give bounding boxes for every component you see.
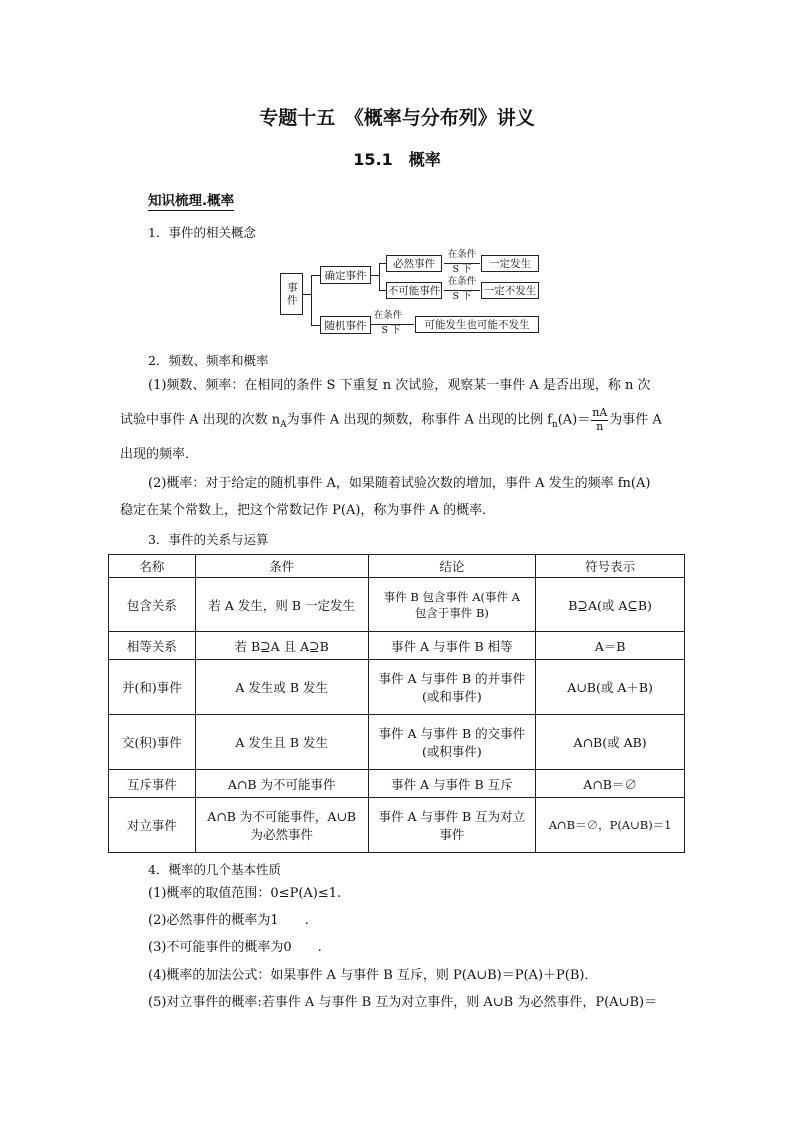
heading-2: 2．频数、频率和概率 (148, 353, 269, 368)
cell-condition: A 发生或 B 发生 (195, 660, 368, 715)
diagram-certain-result: 一定发生 (481, 255, 539, 272)
cell-name: 相等关系 (109, 632, 196, 660)
connector (303, 294, 311, 295)
cell-condition: 若 B⊇A 且 A⊇B (195, 632, 368, 660)
cell-symbol: A∩B＝∅ (536, 770, 685, 798)
table-header: 名称 (109, 555, 196, 578)
cell-condition: A 发生且 B 发生 (195, 715, 368, 770)
cell-conclusion: 事件 A 与事件 B 的并事件 (或和事件) (368, 660, 536, 715)
fraction: $\frac{nA}{n}$ (592, 406, 608, 433)
connector (311, 275, 312, 325)
paragraph-frequency-line-2: 试验中事件 A 出现的次数 $n_A$为事件 A 出现的频数，称事件 A 出现的比例 $f_n(A)=$ $\frac{nA}{n}$ 为事件 A (120, 406, 662, 433)
cell-name: 包含关系 (109, 578, 196, 632)
cell-conclusion: 事件 A 与事件 B 互斥 (368, 770, 536, 798)
cell-conclusion: 事件 A 与事件 B 的交事件 (或积事件) (368, 715, 536, 770)
diagram-impossible-result: 一定不发生 (481, 282, 539, 299)
section-header: 知识梳理.概率 (148, 189, 234, 211)
connector (379, 263, 380, 290)
heading-1: 1．事件的相关概念 (148, 225, 256, 240)
table-row (109, 632, 685, 660)
cell-symbol: A∩B＝∅，P(A∪B)＝1 (536, 798, 685, 853)
condition-label-bottom: S 下 (452, 291, 472, 302)
cell-name: 交(积)事件 (109, 715, 196, 770)
diagram-impossible-event: 不可能事件 (386, 282, 442, 299)
cell-symbol: A∩B(或 AB) (536, 715, 685, 770)
connector (379, 290, 386, 291)
cell-conclusion: 事件 A 与事件 B 互为对立 事件 (368, 798, 536, 853)
condition-label-bottom: S 下 (381, 325, 401, 336)
paragraph-probability-line-1: (2)概率：对于给定的随机事件 A，如果随着试验次数的增加，事件 A 发生的频率 fn(A) (148, 476, 651, 491)
cell-condition: A∩B 为不可能事件，A∪B 为必然事件 (195, 798, 368, 853)
heading-4: 4．概率的几个基本性质 (148, 862, 281, 877)
property-item: (1)概率的取值范围：0≤P(A)≤1. (148, 886, 342, 901)
page-title: 专题十五 《概率与分布列》讲义 (259, 107, 535, 129)
cell-condition: 若 A 发生，则 B 一定发生 (195, 578, 368, 632)
connector (379, 263, 386, 264)
cell-name: 并(和)事件 (109, 660, 196, 715)
table-row (109, 798, 685, 853)
property-item: (5)对立事件的概率:若事件 A 与事件 B 互为对立事件，则 A∪B 为必然事件，P(A∪B)＝ (148, 995, 658, 1010)
condition-label-bottom: S 下 (452, 264, 472, 275)
table-row (109, 578, 685, 632)
diagram-certain-event: 必然事件 (386, 255, 442, 272)
cell-conclusion: 事件 A 与事件 B 相等 (368, 632, 536, 660)
cell-symbol: B⊇A(或 A⊆B) (536, 578, 685, 632)
cell-symbol: A∪B(或 A＋B) (536, 660, 685, 715)
connector (311, 275, 320, 276)
cell-name: 对立事件 (109, 798, 196, 853)
cell-name: 互斥事件 (109, 770, 196, 798)
condition-label-top: 在条件 (447, 276, 477, 287)
condition-label-top: 在条件 (373, 310, 403, 321)
table-header-row (109, 555, 685, 578)
paragraph-probability-line-2: 稳定在某个常数上，把这个常数记作 P(A)，称为事件 A 的概率． (120, 503, 496, 518)
heading-3: 3．事件的关系与运算 (148, 532, 269, 547)
paragraph-frequency-line-3: 出现的频率． (120, 447, 199, 462)
diagram-random-event: 随机事件 (320, 316, 371, 334)
diagram-random-result: 可能发生也可能不发生 (415, 316, 539, 333)
connector (311, 325, 320, 326)
table-row (109, 770, 685, 798)
table-row (109, 660, 685, 715)
condition-label-top: 在条件 (447, 249, 477, 260)
event-relations-table (108, 554, 685, 853)
cell-conclusion: 事件 B 包含事件 A(事件 A 包含于事件 B) (368, 578, 536, 632)
property-item: (2)必然事件的概率为1 . (148, 913, 309, 928)
paragraph-frequency-line-1: (1)频数、频率：在相同的条件 S 下重复 n 次试验，观察某一事件 A 是否出现，称 n 次 (148, 378, 651, 393)
property-item: (4)概率的加法公式：如果事件 A 与事件 B 互斥，则 P(A∪B)＝P(A)＋P(B)． (148, 968, 598, 983)
diagram-determined-event: 确定事件 (320, 266, 371, 284)
diagram-root-event: 事件 (280, 273, 303, 315)
cell-symbol: A＝B (536, 632, 685, 660)
section-subtitle: 15.1 概率 (353, 150, 441, 169)
property-item: (3)不可能事件的概率为0 . (148, 940, 322, 955)
table-header: 条件 (195, 555, 368, 578)
cell-condition: A∩B 为不可能事件 (195, 770, 368, 798)
table-header: 结论 (368, 555, 536, 578)
table-row (109, 715, 685, 770)
table-header: 符号表示 (536, 555, 685, 578)
connector (371, 275, 379, 276)
